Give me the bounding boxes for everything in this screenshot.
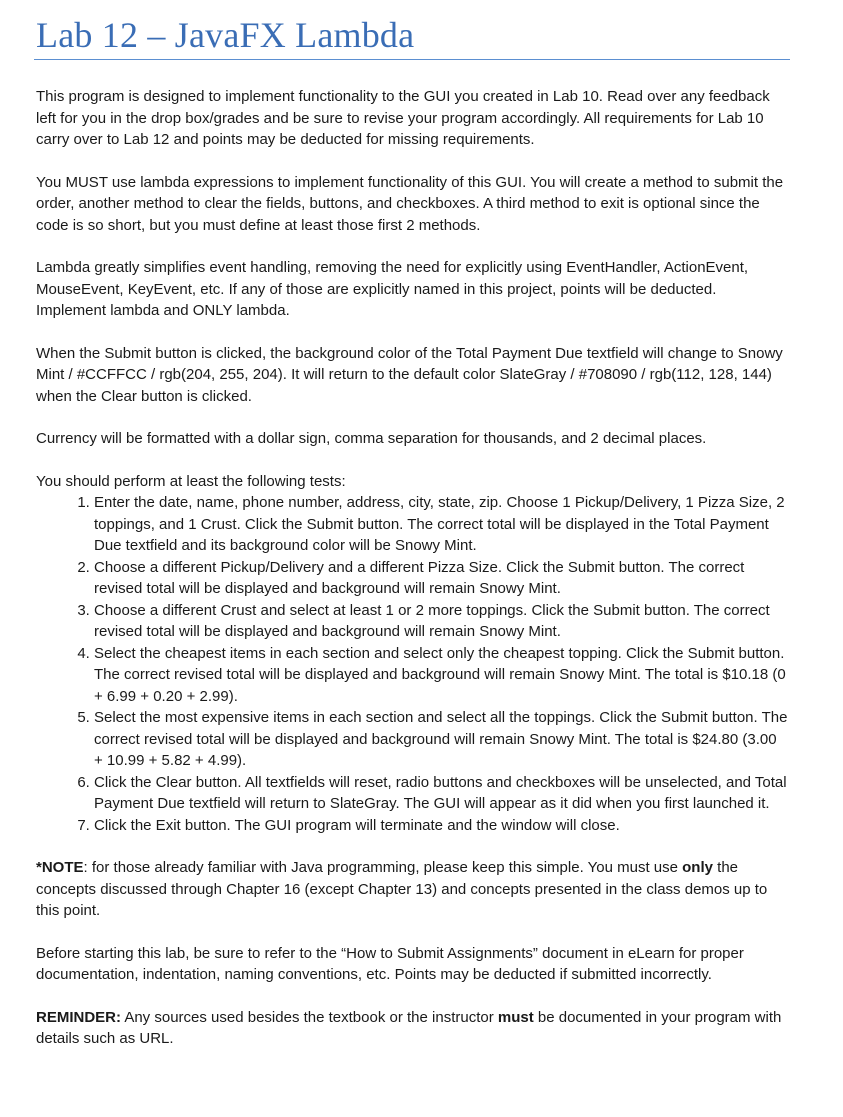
test-item: 3. Choose a different Crust and select at least 1 or 2 more toppings. Click the Submit button. The correct revised total will be displayed and background will remain Snowy Mint. xyxy=(94,600,788,643)
reminder-text-before: Any sources used besides the textbook or the instructor xyxy=(121,1008,498,1026)
test-item: 5. Select the most expensive items in each section and select all the toppings. Click the Submit button. The correct revised total will be displayed and background will remain Snowy Mint. The total is $24.80 (3.00 + 10.99 + 5.82 + 4.99). xyxy=(94,707,788,772)
page-title: Lab 12 – JavaFX Lambda xyxy=(36,15,415,55)
reminder-paragraph xyxy=(36,1007,788,1050)
lambda-simplifies-paragraph: Lambda greatly simplifies event handling, removing the need for explicitly using EventHandler, ActionEvent, MouseEvent, KeyEvent, etc. If any of those are explicitly named in this project, points will be deducted. Implement lambda and ONLY lambda. xyxy=(36,259,749,319)
submit-assignments-paragraph: Before starting this lab, be sure to refer to the “How to Submit Assignments” document in eLearn for proper documentation, indentation, naming conventions, etc. Points may be deducted if submitted incorrectly. xyxy=(36,944,744,983)
tests-list xyxy=(36,492,788,836)
lambda-methods-paragraph: You MUST use lambda expressions to implement functionality of this GUI. You will create a method to submit the order, another method to clear the fields, buttons, and checkboxes. A third method to exit is optional since the code is so short, but you must define at least those first 2 methods. xyxy=(36,173,784,234)
note-text-after: the concepts discussed through Chapter 16 (except Chapter 13) and concepts presented in the class demos up to this point. xyxy=(36,859,768,919)
currency-paragraph: Currency will be formatted with a dollar sign, comma separation for thousands, and 2 decimal places. xyxy=(36,430,707,447)
document-body xyxy=(36,86,788,1071)
intro-paragraph: This program is designed to implement functionality to the GUI you created in Lab 10. Read over any feedback left for you in the drop box/grades and be sure to revise your program accordingly. All requirements for Lab 10 carry over to Lab 12 and points may be deducted for missing requirements. xyxy=(36,88,770,148)
note-paragraph xyxy=(36,857,788,922)
test-item: 6. Click the Clear button. All textfields will reset, radio buttons and checkboxes will be unselected, and Total Payment Due textfield will return to SlateGray. The GUI will appear as it did when you first launched it. xyxy=(94,772,788,815)
note-text-before: : for those already familiar with Java programming, please keep this simple. You must use xyxy=(83,859,683,876)
tests-intro: You should perform at least the following tests: xyxy=(36,472,346,490)
test-item: 2. Choose a different Pickup/Delivery and a different Pizza Size. Click the Submit button. The correct revised total will be displayed and background will remain Snowy Mint. xyxy=(94,557,788,600)
reminder-label: REMINDER: xyxy=(36,1008,121,1026)
note-emphasis: only xyxy=(682,859,713,876)
submit-color-paragraph: When the Submit button is clicked, the background color of the Total Payment Due textfield will change to Snowy Mint / #CCFFCC / rgb(204, 255, 204). It will return to the default color SlateGray / #708090 / rgb(112, 128, 144) when the Clear button is clicked. xyxy=(36,344,783,405)
test-item: 1. Enter the date, name, phone number, address, city, state, zip. Choose 1 Pickup/Delivery, 1 Pizza Size, 2 toppings, and 1 Crust. Click the Submit button. The correct total will be displayed in the Total Payment Due textfield and its background color will be Snowy Mint. xyxy=(94,492,788,557)
note-label: *NOTE xyxy=(36,859,84,876)
test-item: 7. Click the Exit button. The GUI program will terminate and the window will close. xyxy=(94,815,788,837)
reminder-text-after: be documented in your program with details such as URL. xyxy=(36,1008,782,1047)
title-divider xyxy=(34,59,790,60)
reminder-emphasis: must xyxy=(497,1008,534,1026)
test-item: 4. Select the cheapest items in each section and select only the cheapest topping. Click the Submit button. The correct revised total will be displayed and background will remain Snowy Mint. The total is $10.18 (0 + 6.99 + 0.20 + 2.99). xyxy=(94,643,788,708)
